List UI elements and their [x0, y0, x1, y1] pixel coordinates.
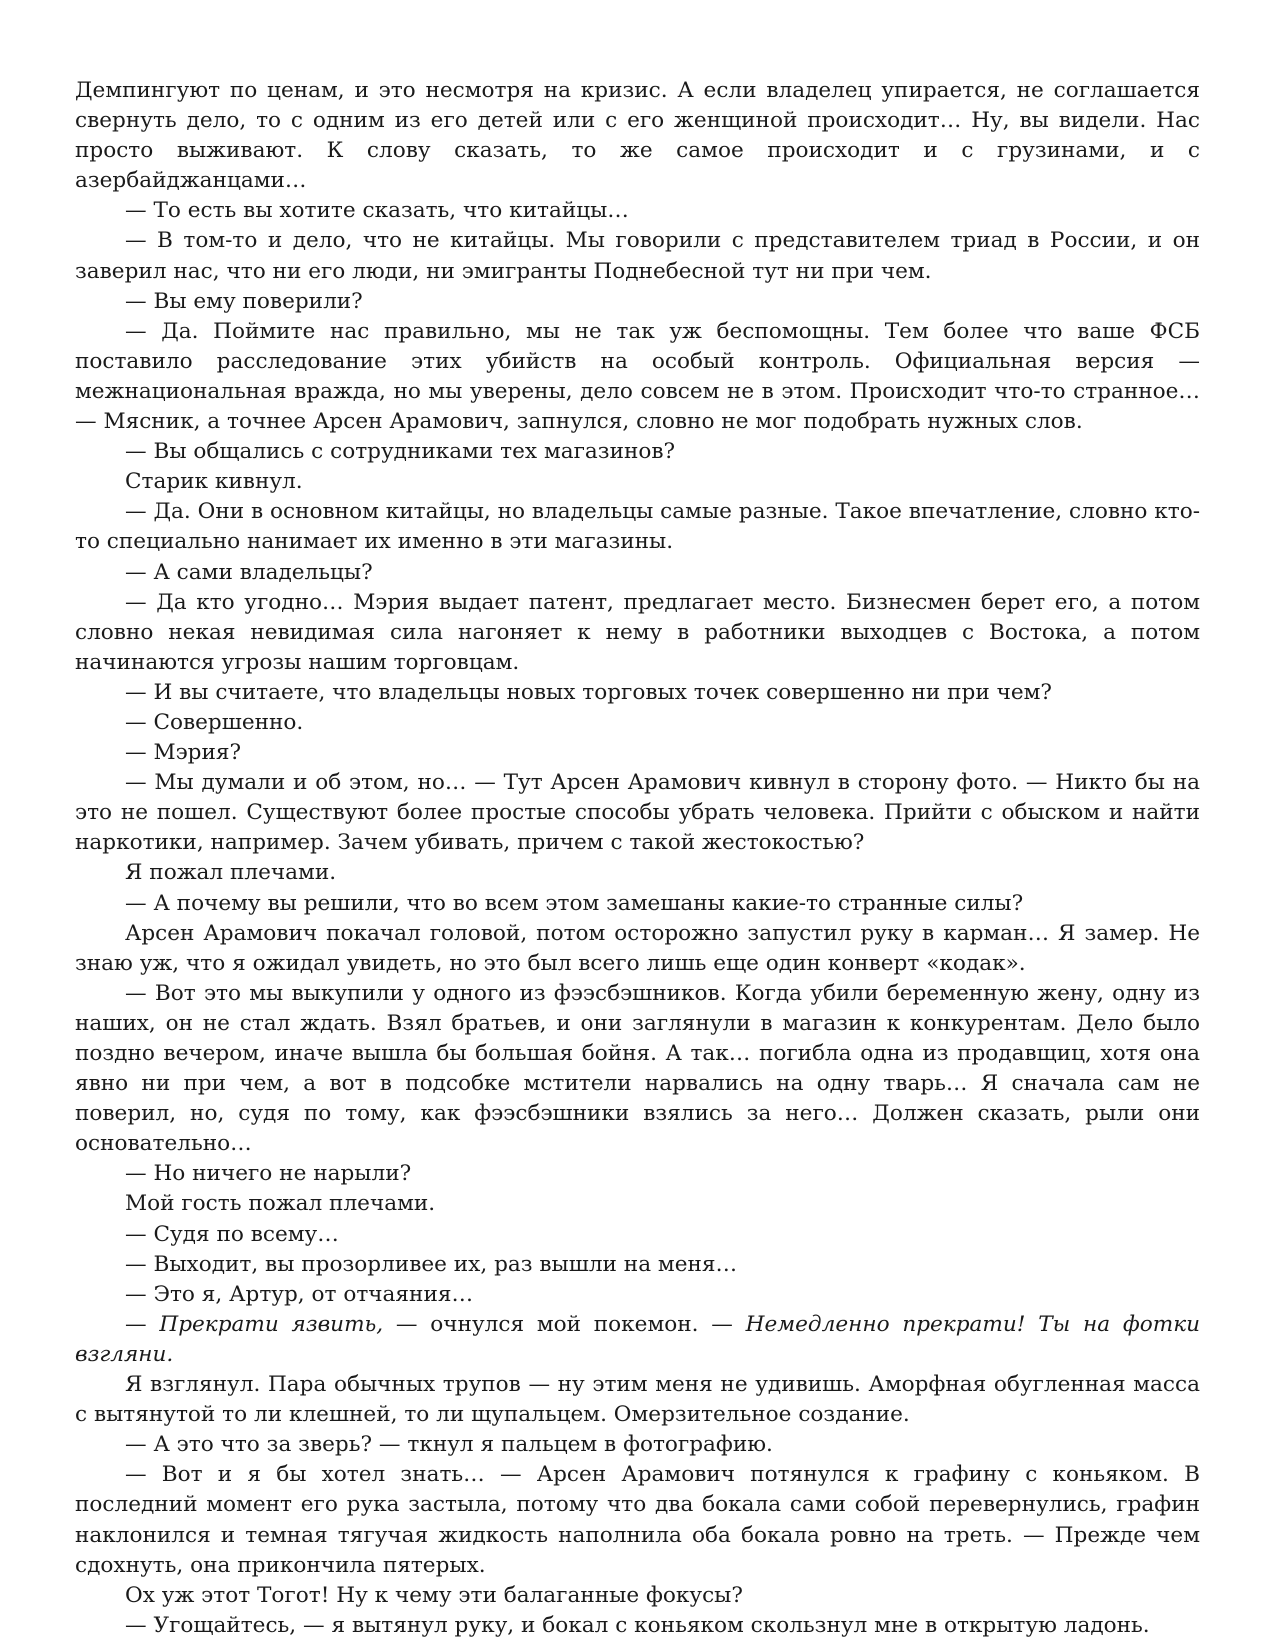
- paragraph: — Вы ему поверили?: [125, 288, 363, 314]
- paragraph: — Выходит, вы прозорливее их, раз вышли на меня…: [125, 1251, 738, 1277]
- paragraph: — В том-то и дело, что не китайцы. Мы говорили с представителем триад в России, и он заверил нас, что ни его люди, ни эмигранты Поднебесной тут ни при чем.: [75, 228, 1200, 284]
- paragraph: Мой гость пожал плечами.: [125, 1191, 436, 1217]
- paragraph: Старик кивнул.: [125, 469, 303, 495]
- italic-run: Немедленно прекрати! Ты на фотки взгляни.: [75, 1311, 1201, 1367]
- paragraph: — Да. Поймите нас правильно, мы не так уж беспомощны. Тем более что ваше ФСБ поставило расследование этих убийств на особый контроль. Официальная версия — межнациональная вражда, но мы уверены, дело совсем не в этом. Происходит что-то странное… — Мясник, а точнее Арсен Арамович, запнулся, словно не мог подобрать нужных слов.: [75, 318, 1200, 435]
- paragraph: — А почему вы решили, что во всем этом замешаны какие-то странные силы?: [125, 890, 1024, 916]
- paragraph: — Вот это мы выкупили у одного из фээсбэшников. Когда убили беременную жену, одну из наших, он не стал ждать. Взял братьев, и они заглянули в магазин к конкурентам. Дело было поздно вечером, иначе вышла бы большая бойня. А так… погибла одна из продавщиц, хотя она явно ни при чем, а вот в подсобке мстители нарвались на одну тварь… Я сначала сам не поверил, но, судя по тому, как фээсбэшники взялись за него… Должен сказать, рыли они основательно…: [75, 980, 1200, 1157]
- paragraph: — Судя по всему…: [125, 1221, 339, 1247]
- paragraph: — Да кто угодно… Мэрия выдает патент, предлагает место. Бизнесмен берет его, а потом словно некая невидимая сила нагоняет к нему в работники выходцев с Востока, а потом начинаются угрозы нашим торговцам.: [75, 589, 1200, 675]
- text-run: —: [125, 1311, 160, 1337]
- paragraph-mixed: [75, 1310, 1200, 1370]
- paragraph: — Да. Они в основном китайцы, но владельцы самые разные. Такое впечатление, словно кто-то специально нанимает их именно в эти магазины.: [75, 499, 1200, 555]
- paragraph: — Мэрия?: [125, 740, 242, 766]
- paragraph: Ох уж этот Тогот! Ну к чему эти балаганные фокусы?: [125, 1582, 743, 1608]
- paragraph: — Мы думали и об этом, но… — Тут Арсен Арамович кивнул в сторону фото. — Никто бы на это не пошел. Существуют более простые способы убрать человека. Прийти с обыском и найти наркотики, например. Зачем убивать, причем с такой жестокостью?: [75, 770, 1200, 856]
- paragraph: — Вы общались с сотрудниками тех магазинов?: [125, 439, 676, 465]
- text-run: — очнулся мой покемон. —: [383, 1311, 746, 1337]
- paragraph: Я пожал плечами.: [125, 860, 337, 886]
- paragraph: — Угощайтесь, — я вытянул руку, и бокал с коньяком скользнул мне в открытую ладонь.: [125, 1612, 1150, 1638]
- book-page: [75, 76, 1200, 1641]
- paragraph: — И вы считаете, что владельцы новых торговых точек совершенно ни при чем?: [125, 679, 1053, 705]
- paragraph: — Совершенно.: [125, 709, 304, 735]
- paragraph: — А это что за зверь? — ткнул я пальцем в фотографию.: [125, 1432, 773, 1458]
- paragraph: — Вот и я бы хотел знать… — Арсен Арамович потянулся к графину с коньяком. В последний момент его рука застыла, потому что два бокала сами собой перевернулись, графин наклонился и темная тягучая жидкость наполнила оба бокала ровно на треть. — Прежде чем сдохнуть, она прикончила пятерых.: [75, 1462, 1200, 1578]
- paragraph: — То есть вы хотите сказать, что китайцы…: [125, 198, 629, 224]
- italic-run: Прекрати язвить,: [159, 1311, 384, 1337]
- paragraph: — Это я, Артур, от отчаяния…: [125, 1281, 474, 1307]
- paragraph: Арсен Арамович покачал головой, потом осторожно запустил руку в карман… Я замер. Не знаю уж, что я ожидал увидеть, но это был всего лишь еще один конверт «кодак».: [75, 920, 1200, 976]
- paragraph: — Но ничего не нарыли?: [125, 1161, 412, 1187]
- paragraph: Я взглянул. Пара обычных трупов — ну этим меня не удивишь. Аморфная обугленная масса с вытянутой то ли клешней, то ли щупальцем. Омерзительное создание.: [75, 1372, 1200, 1428]
- paragraph: — А сами владельцы?: [125, 559, 373, 585]
- paragraph: Демпингуют по ценам, и это несмотря на кризис. А если владелец упирается, не соглашается свернуть дело, то с одним из его детей или с его женщиной происходит… Ну, вы видели. Нас просто выживают. К слову сказать, то же самое происходит и с грузинами, и с азербайджанцами…: [75, 78, 1200, 194]
